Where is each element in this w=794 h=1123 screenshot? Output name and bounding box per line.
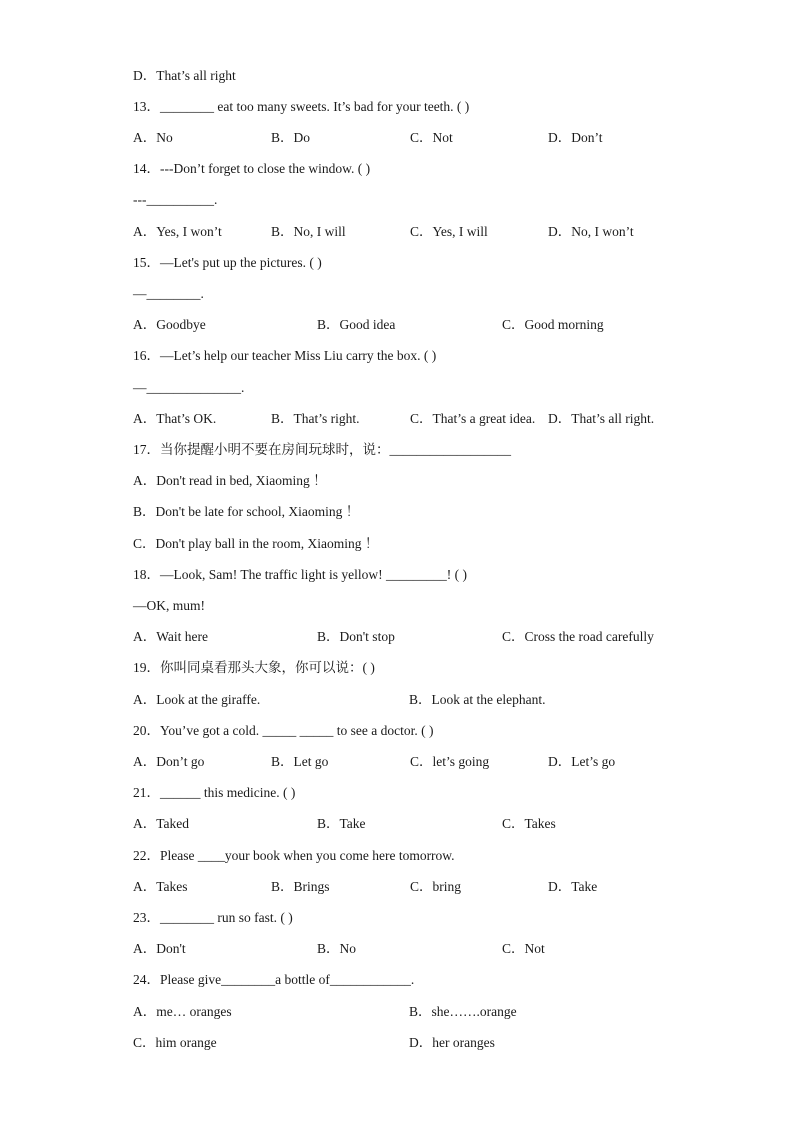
option-b[interactable]: B．Let go: [271, 754, 329, 769]
option-b[interactable]: B．Take: [317, 816, 366, 831]
q22-options: [133, 878, 794, 896]
q23-options: [133, 940, 794, 958]
q20-stem: 20．You’ve got a cold. _____ _____ to see a doctor. ( ): [133, 723, 434, 738]
option-a[interactable]: A．me… oranges: [133, 1004, 232, 1019]
q16-options: [133, 410, 794, 428]
option-c[interactable]: C．That’s a great idea.: [410, 411, 536, 426]
option-d[interactable]: D．That’s all right.: [548, 411, 655, 426]
q20-options: [133, 753, 794, 771]
option-c[interactable]: C．let’s going: [410, 754, 490, 769]
option-d[interactable]: D．Let’s go: [548, 754, 616, 769]
q16-stem: 16．—Let’s help our teacher Miss Liu carry the box. ( ): [133, 348, 437, 363]
q13-options: [133, 129, 794, 147]
option-a[interactable]: A．No: [133, 130, 173, 145]
option-d[interactable]: D．Take: [548, 879, 598, 894]
option-c[interactable]: C．him orange: [133, 1035, 217, 1050]
option-a[interactable]: A．Takes: [133, 879, 188, 894]
option-a[interactable]: A．Yes, I won’t: [133, 224, 222, 239]
q15-stem: 15．—Let's put up the pictures. ( ): [133, 255, 322, 270]
option-b[interactable]: B．Don't stop: [317, 629, 395, 644]
q21-stem: 21．______ this medicine. ( ): [133, 785, 296, 800]
q16-answer-line: —______________.: [133, 380, 245, 395]
option-c[interactable]: C．Yes, I will: [410, 224, 488, 239]
q15-answer-line: —________.: [133, 286, 204, 301]
option-b[interactable]: B．Do: [271, 130, 311, 145]
q19-options: [133, 691, 794, 709]
option-a[interactable]: A．That’s OK.: [133, 411, 217, 426]
option-b[interactable]: B．No, I will: [271, 224, 346, 239]
option-b[interactable]: B．Good idea: [317, 317, 396, 332]
q18-options: [133, 628, 794, 646]
option-c[interactable]: C．Not: [502, 941, 545, 956]
q14-stem: 14．---Don’t forget to close the window. ( ): [133, 161, 371, 176]
option-d[interactable]: D．her oranges: [409, 1035, 495, 1050]
q24-stem: 24．Please give________a bottle of____________.: [133, 972, 415, 987]
q14-options: [133, 223, 794, 241]
option-c[interactable]: C．Cross the road carefully: [502, 629, 654, 644]
q21-options: [133, 815, 794, 833]
q19-stem: 19．你叫同桌看那头大象，你可以说：( ): [133, 660, 375, 675]
q23-stem: 23．________ run so fast. ( ): [133, 910, 293, 925]
option-c[interactable]: C．Takes: [502, 816, 556, 831]
q18-stem: 18．—Look, Sam! The traffic light is yellow! _________! ( ): [133, 567, 467, 582]
q14-answer-line: ---__________.: [133, 192, 218, 207]
q17-stem: 17．当你提醒小明不要在房间玩球时，说：__________________: [133, 442, 511, 457]
option-a[interactable]: A．Wait here: [133, 629, 209, 644]
option-b[interactable]: B．Brings: [271, 879, 330, 894]
q17-option-c[interactable]: C．Don't play ball in the room, Xiaoming ！: [133, 536, 379, 551]
q13-stem: 13．________ eat too many sweets. It’s bad for your teeth. ( ): [133, 99, 470, 114]
q22-stem: 22．Please ____your book when you come here tomorrow.: [133, 848, 455, 863]
option-b[interactable]: B．That’s right.: [271, 411, 360, 426]
option-c[interactable]: C．Good morning: [502, 317, 604, 332]
q18-reply: —OK, mum!: [133, 598, 205, 613]
option-d[interactable]: D．No, I won’t: [548, 224, 634, 239]
q15-options: [133, 316, 794, 334]
q12-option-d: D．That’s all right: [133, 68, 236, 83]
option-c[interactable]: C．bring: [410, 879, 462, 894]
option-a[interactable]: A．Don't: [133, 941, 186, 956]
q17-option-b[interactable]: B．Don't be late for school, Xiaoming ！: [133, 504, 360, 519]
option-b[interactable]: B．she…….orange: [409, 1004, 517, 1019]
q24-options-row1: [133, 1003, 794, 1021]
option-a[interactable]: A．Taked: [133, 816, 190, 831]
q24-options-row2: [133, 1034, 794, 1052]
option-a[interactable]: A．Look at the giraffe.: [133, 692, 261, 707]
option-b[interactable]: B．Look at the elephant.: [409, 692, 546, 707]
option-c[interactable]: C．Not: [410, 130, 453, 145]
option-a[interactable]: A．Goodbye: [133, 317, 206, 332]
option-d[interactable]: D．Don’t: [548, 130, 603, 145]
option-b[interactable]: B．No: [317, 941, 357, 956]
q17-option-a[interactable]: A．Don't read in bed, Xiaoming ！: [133, 473, 327, 488]
option-a[interactable]: A．Don’t go: [133, 754, 205, 769]
